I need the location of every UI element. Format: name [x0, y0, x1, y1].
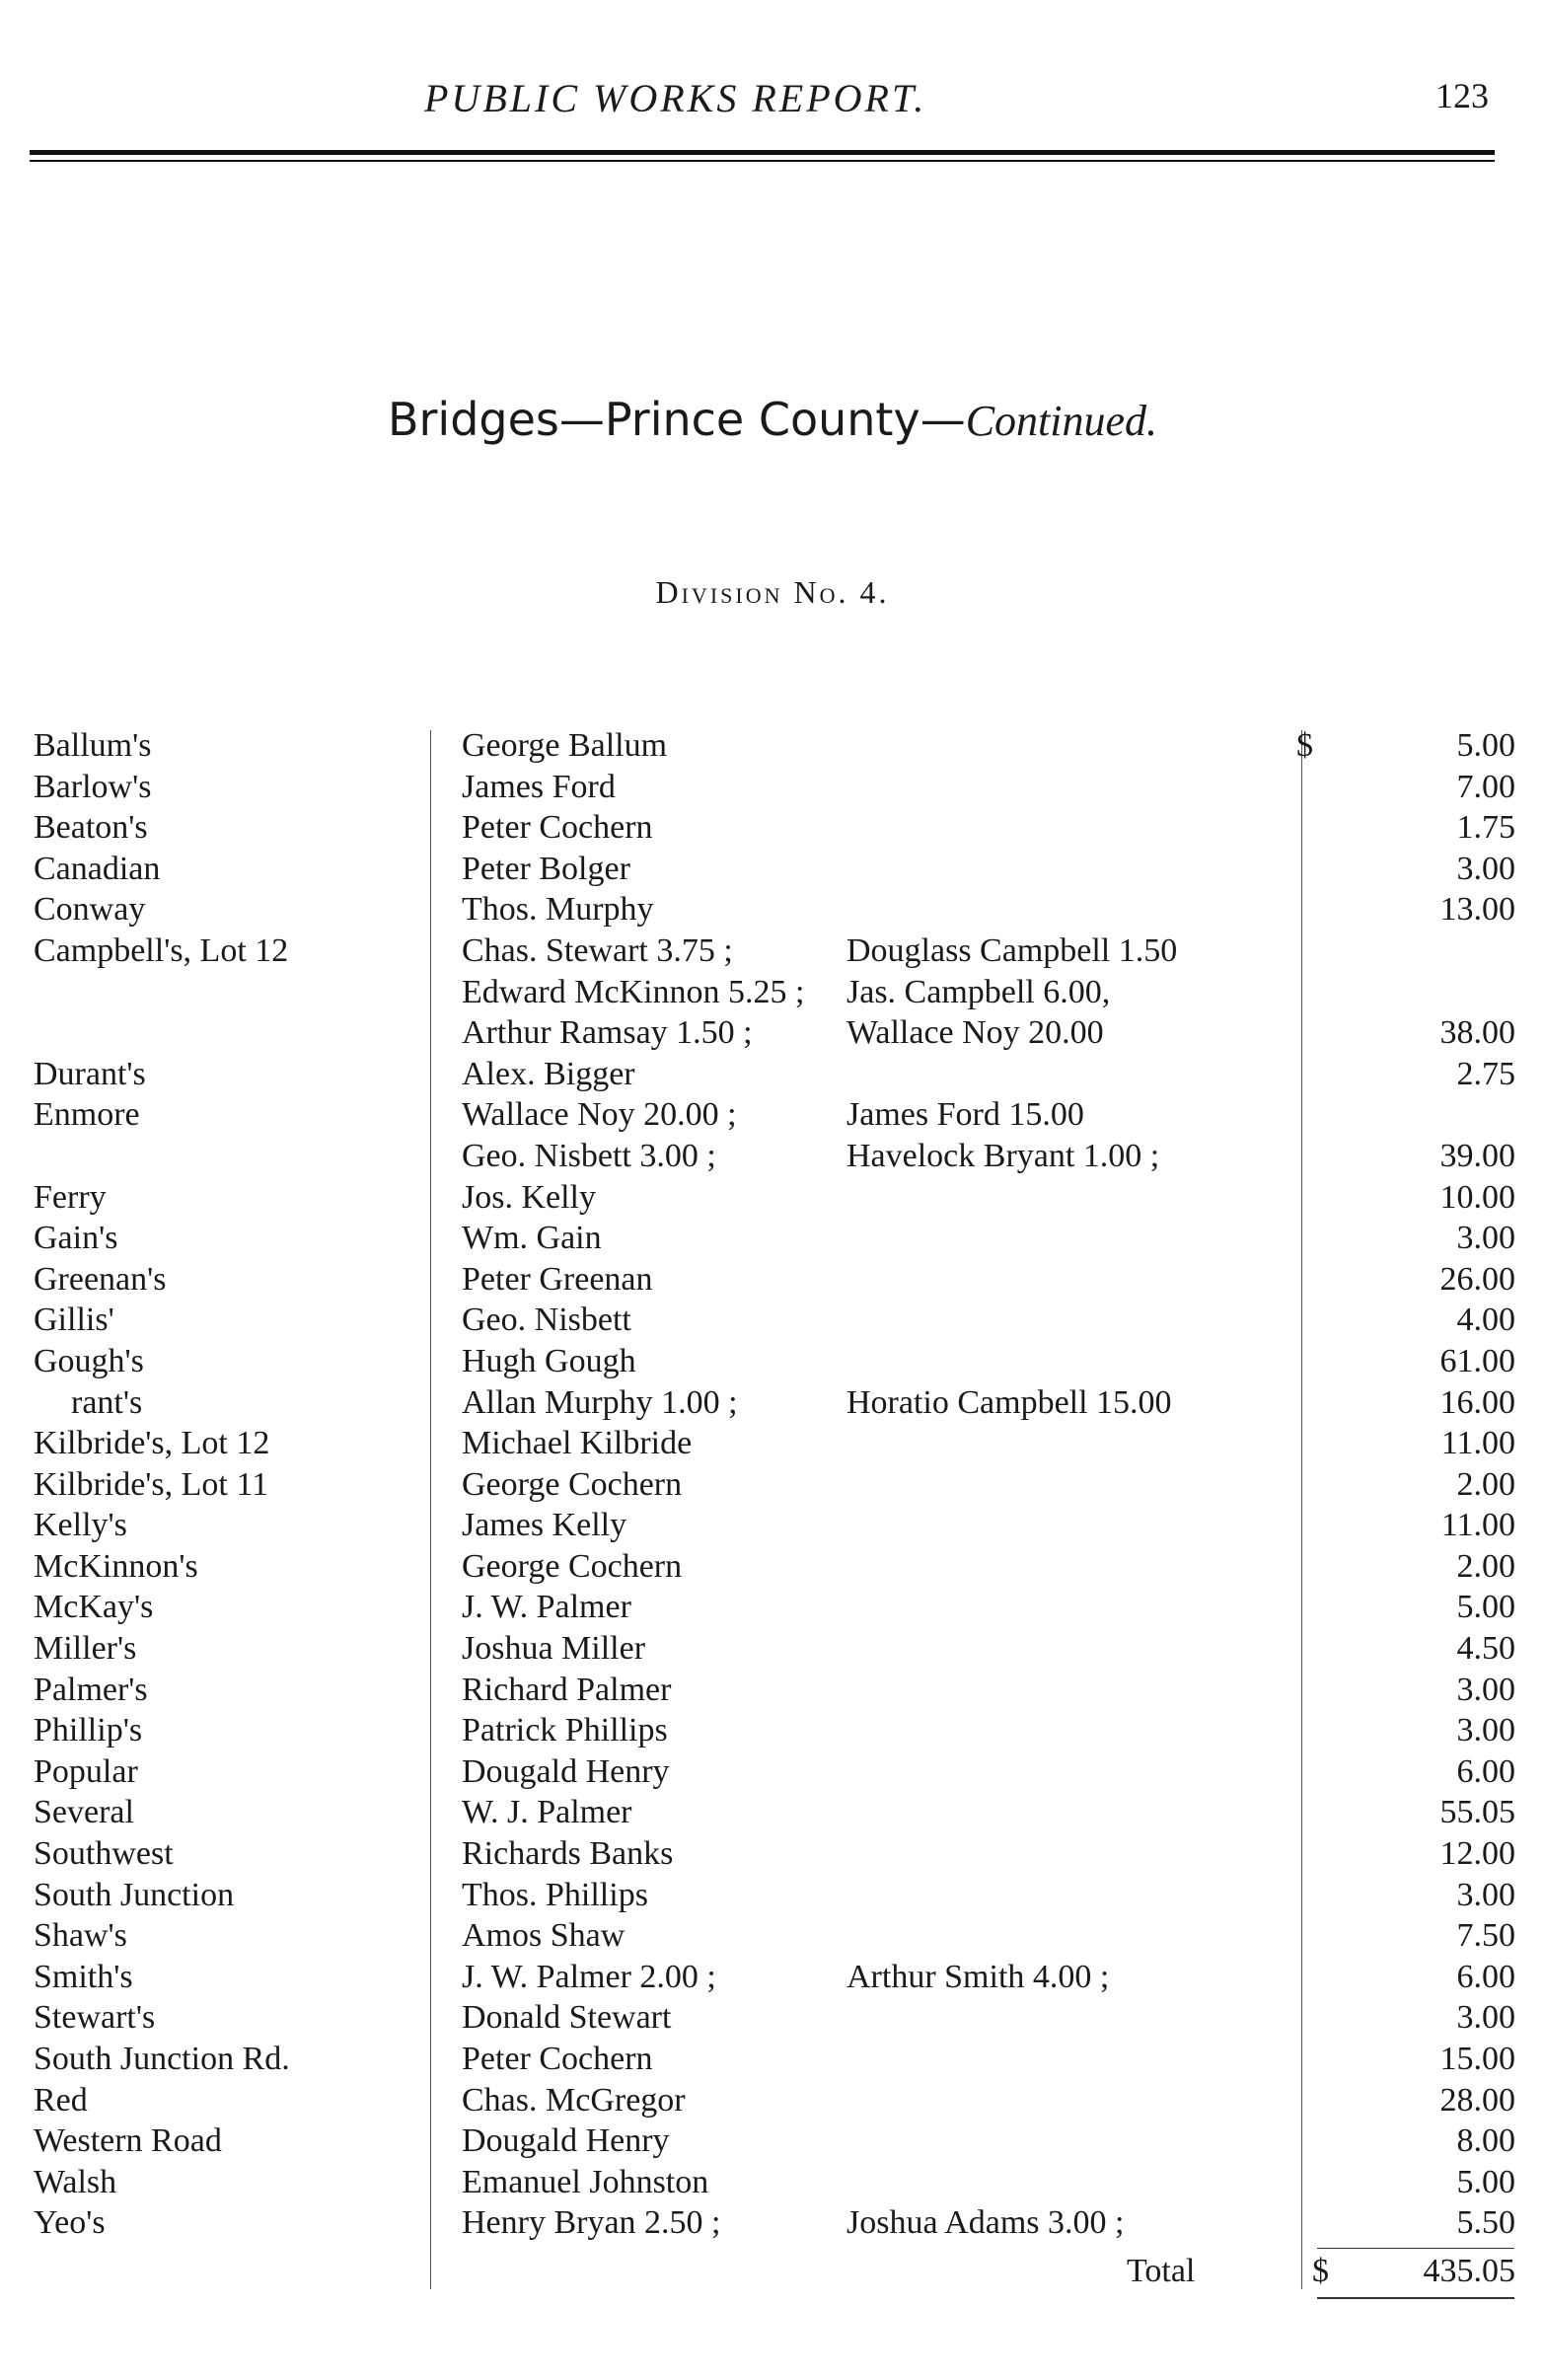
page-number: 123 [1435, 76, 1489, 115]
table-row [0, 2162, 1545, 2203]
payee: Henry Bryan 2.50 ; [462, 2204, 721, 2242]
table-row [0, 1710, 1545, 1751]
bridge-name: Kilbride's, Lot 12 [34, 1425, 270, 1462]
table-row [0, 889, 1545, 930]
payee: Emanuel Johnston [462, 2163, 709, 2200]
bridge-payments-table [0, 725, 1545, 2244]
payee: Amos Shaw [462, 1917, 625, 1955]
amount: 11.00 [1440, 1425, 1515, 1462]
total-row [0, 2253, 1545, 2296]
amount: 15.00 [1439, 2041, 1515, 2077]
table-row [0, 1300, 1545, 1341]
table-row [0, 2039, 1545, 2080]
table-row [0, 807, 1545, 849]
payee-secondary: James Ford 15.00 [846, 1096, 1084, 1134]
section-heading-main: Bridges—Prince County— [387, 393, 966, 446]
bridge-name: Enmore [34, 1096, 140, 1134]
table-row [0, 2120, 1545, 2162]
table-row [0, 930, 1545, 972]
running-title: PUBLIC WORKS REPORT. [424, 76, 927, 120]
table-row [0, 1177, 1545, 1219]
table-row [0, 1094, 1545, 1136]
currency-symbol: $ [1296, 727, 1313, 764]
table-row [0, 1505, 1545, 1546]
payee: W. J. Palmer [462, 1794, 632, 1831]
payee: Dougald Henry [462, 1752, 670, 1790]
payee: Peter Bolger [462, 850, 630, 887]
bridge-name: Yeo's [34, 2204, 106, 2242]
table-row [0, 1587, 1545, 1628]
running-head [0, 75, 1545, 134]
payee: Richards Banks [462, 1835, 674, 1873]
payee-secondary: Douglass Campbell 1.50 [846, 931, 1178, 969]
total-rule-bottom [1317, 2297, 1514, 2299]
table-row [0, 767, 1545, 808]
bridge-name: Southwest [34, 1835, 174, 1873]
bridge-name: Gain's [34, 1220, 118, 1257]
table-row [0, 1423, 1545, 1464]
table-row [0, 972, 1545, 1013]
payee-secondary: Wallace Noy 20.00 [846, 1014, 1104, 1052]
payee: Joshua Miller [462, 1630, 646, 1668]
table-row [0, 849, 1545, 890]
payee: Geo. Nisbett 3.00 ; [462, 1137, 716, 1174]
payee: Arthur Ramsay 1.50 ; [462, 1014, 753, 1052]
payee: Jos. Kelly [462, 1178, 596, 1216]
amount: 4.50 [1456, 1630, 1515, 1668]
amount: 5.00 [1456, 1589, 1515, 1626]
amount: 61.00 [1439, 1342, 1515, 1379]
payee: Allan Murphy 1.00 ; [462, 1383, 738, 1421]
amount: 6.00 [1456, 1752, 1515, 1790]
bridge-name: Phillip's [34, 1712, 143, 1749]
bridge-name: Stewart's [34, 1999, 156, 2037]
amount: 3.00 [1456, 1876, 1515, 1913]
bridge-name: Greenan's [34, 1260, 167, 1298]
payee: George Ballum [462, 727, 668, 764]
payee: Dougald Henry [462, 2122, 670, 2160]
bridge-name: Walsh [34, 2163, 117, 2200]
bridge-name: Canadian [34, 850, 161, 887]
payee-secondary: Jas. Campbell 6.00, [846, 973, 1111, 1010]
bridge-name: Smith's [34, 1958, 133, 1995]
payee-secondary: Horatio Campbell 15.00 [846, 1383, 1172, 1421]
payee: Chas. McGregor [462, 2081, 686, 2119]
header-rule-thin [30, 160, 1495, 162]
payee-secondary: Havelock Bryant 1.00 ; [846, 1137, 1160, 1174]
amount: 8.00 [1456, 2122, 1515, 2160]
table-row [0, 1382, 1545, 1424]
table-row [0, 1464, 1545, 1506]
bridge-name: Durant's [34, 1055, 146, 1092]
table-row [0, 1997, 1545, 2039]
bridge-name: Beaton's [34, 809, 148, 847]
amount: 28.00 [1439, 2081, 1515, 2119]
amount: 38.00 [1439, 1014, 1515, 1052]
payee: Alex. Bigger [462, 1055, 635, 1092]
payee-secondary: Joshua Adams 3.00 ; [846, 2204, 1125, 2242]
table-row [0, 1792, 1545, 1833]
payee: Geo. Nisbett [462, 1302, 631, 1339]
bridge-name: Kelly's [34, 1507, 127, 1544]
table-row [0, 1136, 1545, 1177]
bridge-name: Palmer's [34, 1671, 148, 1708]
bridge-name: Ferry [34, 1178, 107, 1216]
amount: 4.00 [1456, 1302, 1515, 1339]
amount: 5.00 [1456, 2163, 1515, 2200]
table-row [0, 1628, 1545, 1670]
payee: Chas. Stewart 3.75 ; [462, 931, 733, 969]
payee: J. W. Palmer 2.00 ; [462, 1958, 716, 1995]
amount: 2.00 [1456, 1547, 1515, 1585]
payee: James Ford [462, 768, 616, 805]
payee: Wallace Noy 20.00 ; [462, 1096, 737, 1134]
amount: 39.00 [1439, 1137, 1515, 1174]
bridge-name: Miller's [34, 1630, 137, 1668]
total-currency: $ [1312, 2253, 1329, 2289]
payee: Hugh Gough [462, 1342, 636, 1379]
bridge-name: Campbell's, Lot 12 [34, 931, 289, 969]
total-rule-top [1317, 2248, 1514, 2249]
amount: 6.00 [1456, 1958, 1515, 1995]
payee: Richard Palmer [462, 1671, 672, 1708]
header-rule-thick [30, 150, 1495, 155]
table-row [0, 1012, 1545, 1054]
payee-secondary: Arthur Smith 4.00 ; [846, 1958, 1110, 1995]
payee: J. W. Palmer [462, 1589, 631, 1626]
amount: 13.00 [1439, 891, 1515, 929]
bridge-name: Kilbride's, Lot 11 [34, 1465, 269, 1503]
bridge-name: Western Road [34, 2122, 222, 2160]
payee: Edward McKinnon 5.25 ; [462, 973, 805, 1010]
amount: 7.00 [1456, 768, 1515, 805]
amount: 55.05 [1439, 1794, 1515, 1831]
amount: 2.00 [1456, 1465, 1515, 1503]
section-heading [0, 393, 1545, 446]
table-row [0, 1751, 1545, 1793]
bridge-name: McKay's [34, 1589, 154, 1626]
table-row [0, 2202, 1545, 2244]
division-subheading: Division No. 4. [655, 574, 890, 610]
table-row [0, 1957, 1545, 1998]
amount: 2.75 [1456, 1055, 1515, 1092]
amount: 7.50 [1456, 1917, 1515, 1955]
amount: 3.00 [1456, 850, 1515, 887]
amount: 3.00 [1456, 1999, 1515, 2037]
amount: 5.00 [1456, 727, 1515, 764]
table-row [0, 2080, 1545, 2121]
table-row [0, 1259, 1545, 1301]
payee: Wm. Gain [462, 1220, 602, 1257]
table-row [0, 1546, 1545, 1588]
payee: Michael Kilbride [462, 1425, 693, 1462]
payee: George Cochern [462, 1547, 683, 1585]
amount: 11.00 [1440, 1507, 1515, 1544]
amount: 26.00 [1439, 1260, 1515, 1298]
table-row [0, 1833, 1545, 1875]
payee: George Cochern [462, 1465, 683, 1503]
payee: Donald Stewart [462, 1999, 672, 2037]
bridge-name: Popular [34, 1752, 138, 1790]
bridge-name: South Junction Rd. [34, 2041, 290, 2077]
bridge-name: rant's [71, 1383, 143, 1421]
total-label: Total [1127, 2253, 1196, 2289]
table-row [0, 1341, 1545, 1382]
amount: 3.00 [1456, 1671, 1515, 1708]
bridge-name: Gough's [34, 1342, 144, 1379]
payee: Patrick Phillips [462, 1712, 668, 1749]
payee: Thos. Murphy [462, 891, 654, 929]
table-row [0, 1670, 1545, 1711]
bridge-name: Conway [34, 891, 146, 929]
total-amount: 435.05 [1423, 2253, 1515, 2289]
table-row [0, 1218, 1545, 1259]
bridge-name: McKinnon's [34, 1547, 198, 1585]
amount: 12.00 [1439, 1835, 1515, 1873]
bridge-name: Several [34, 1794, 134, 1831]
payee: Peter Cochern [462, 809, 653, 847]
table-row [0, 1915, 1545, 1957]
bridge-name: South Junction [34, 1876, 235, 1913]
table-row [0, 1875, 1545, 1916]
amount: 16.00 [1439, 1383, 1515, 1421]
payee: Peter Greenan [462, 1260, 653, 1298]
bridge-name: Ballum's [34, 727, 152, 764]
section-heading-continued: Continued. [965, 397, 1158, 445]
amount: 5.50 [1456, 2204, 1515, 2242]
payee: Peter Cochern [462, 2041, 653, 2077]
bridge-name: Shaw's [34, 1917, 127, 1955]
amount: 3.00 [1456, 1712, 1515, 1749]
table-row [0, 1054, 1545, 1095]
bridge-name: Gillis' [34, 1302, 114, 1339]
amount: 1.75 [1456, 809, 1515, 847]
payee: Thos. Phillips [462, 1876, 648, 1913]
amount: 3.00 [1456, 1220, 1515, 1257]
bridge-name: Barlow's [34, 768, 152, 805]
amount: 10.00 [1439, 1178, 1515, 1216]
bridge-name: Red [34, 2081, 88, 2119]
payee: James Kelly [462, 1507, 627, 1544]
table-row [0, 725, 1545, 767]
